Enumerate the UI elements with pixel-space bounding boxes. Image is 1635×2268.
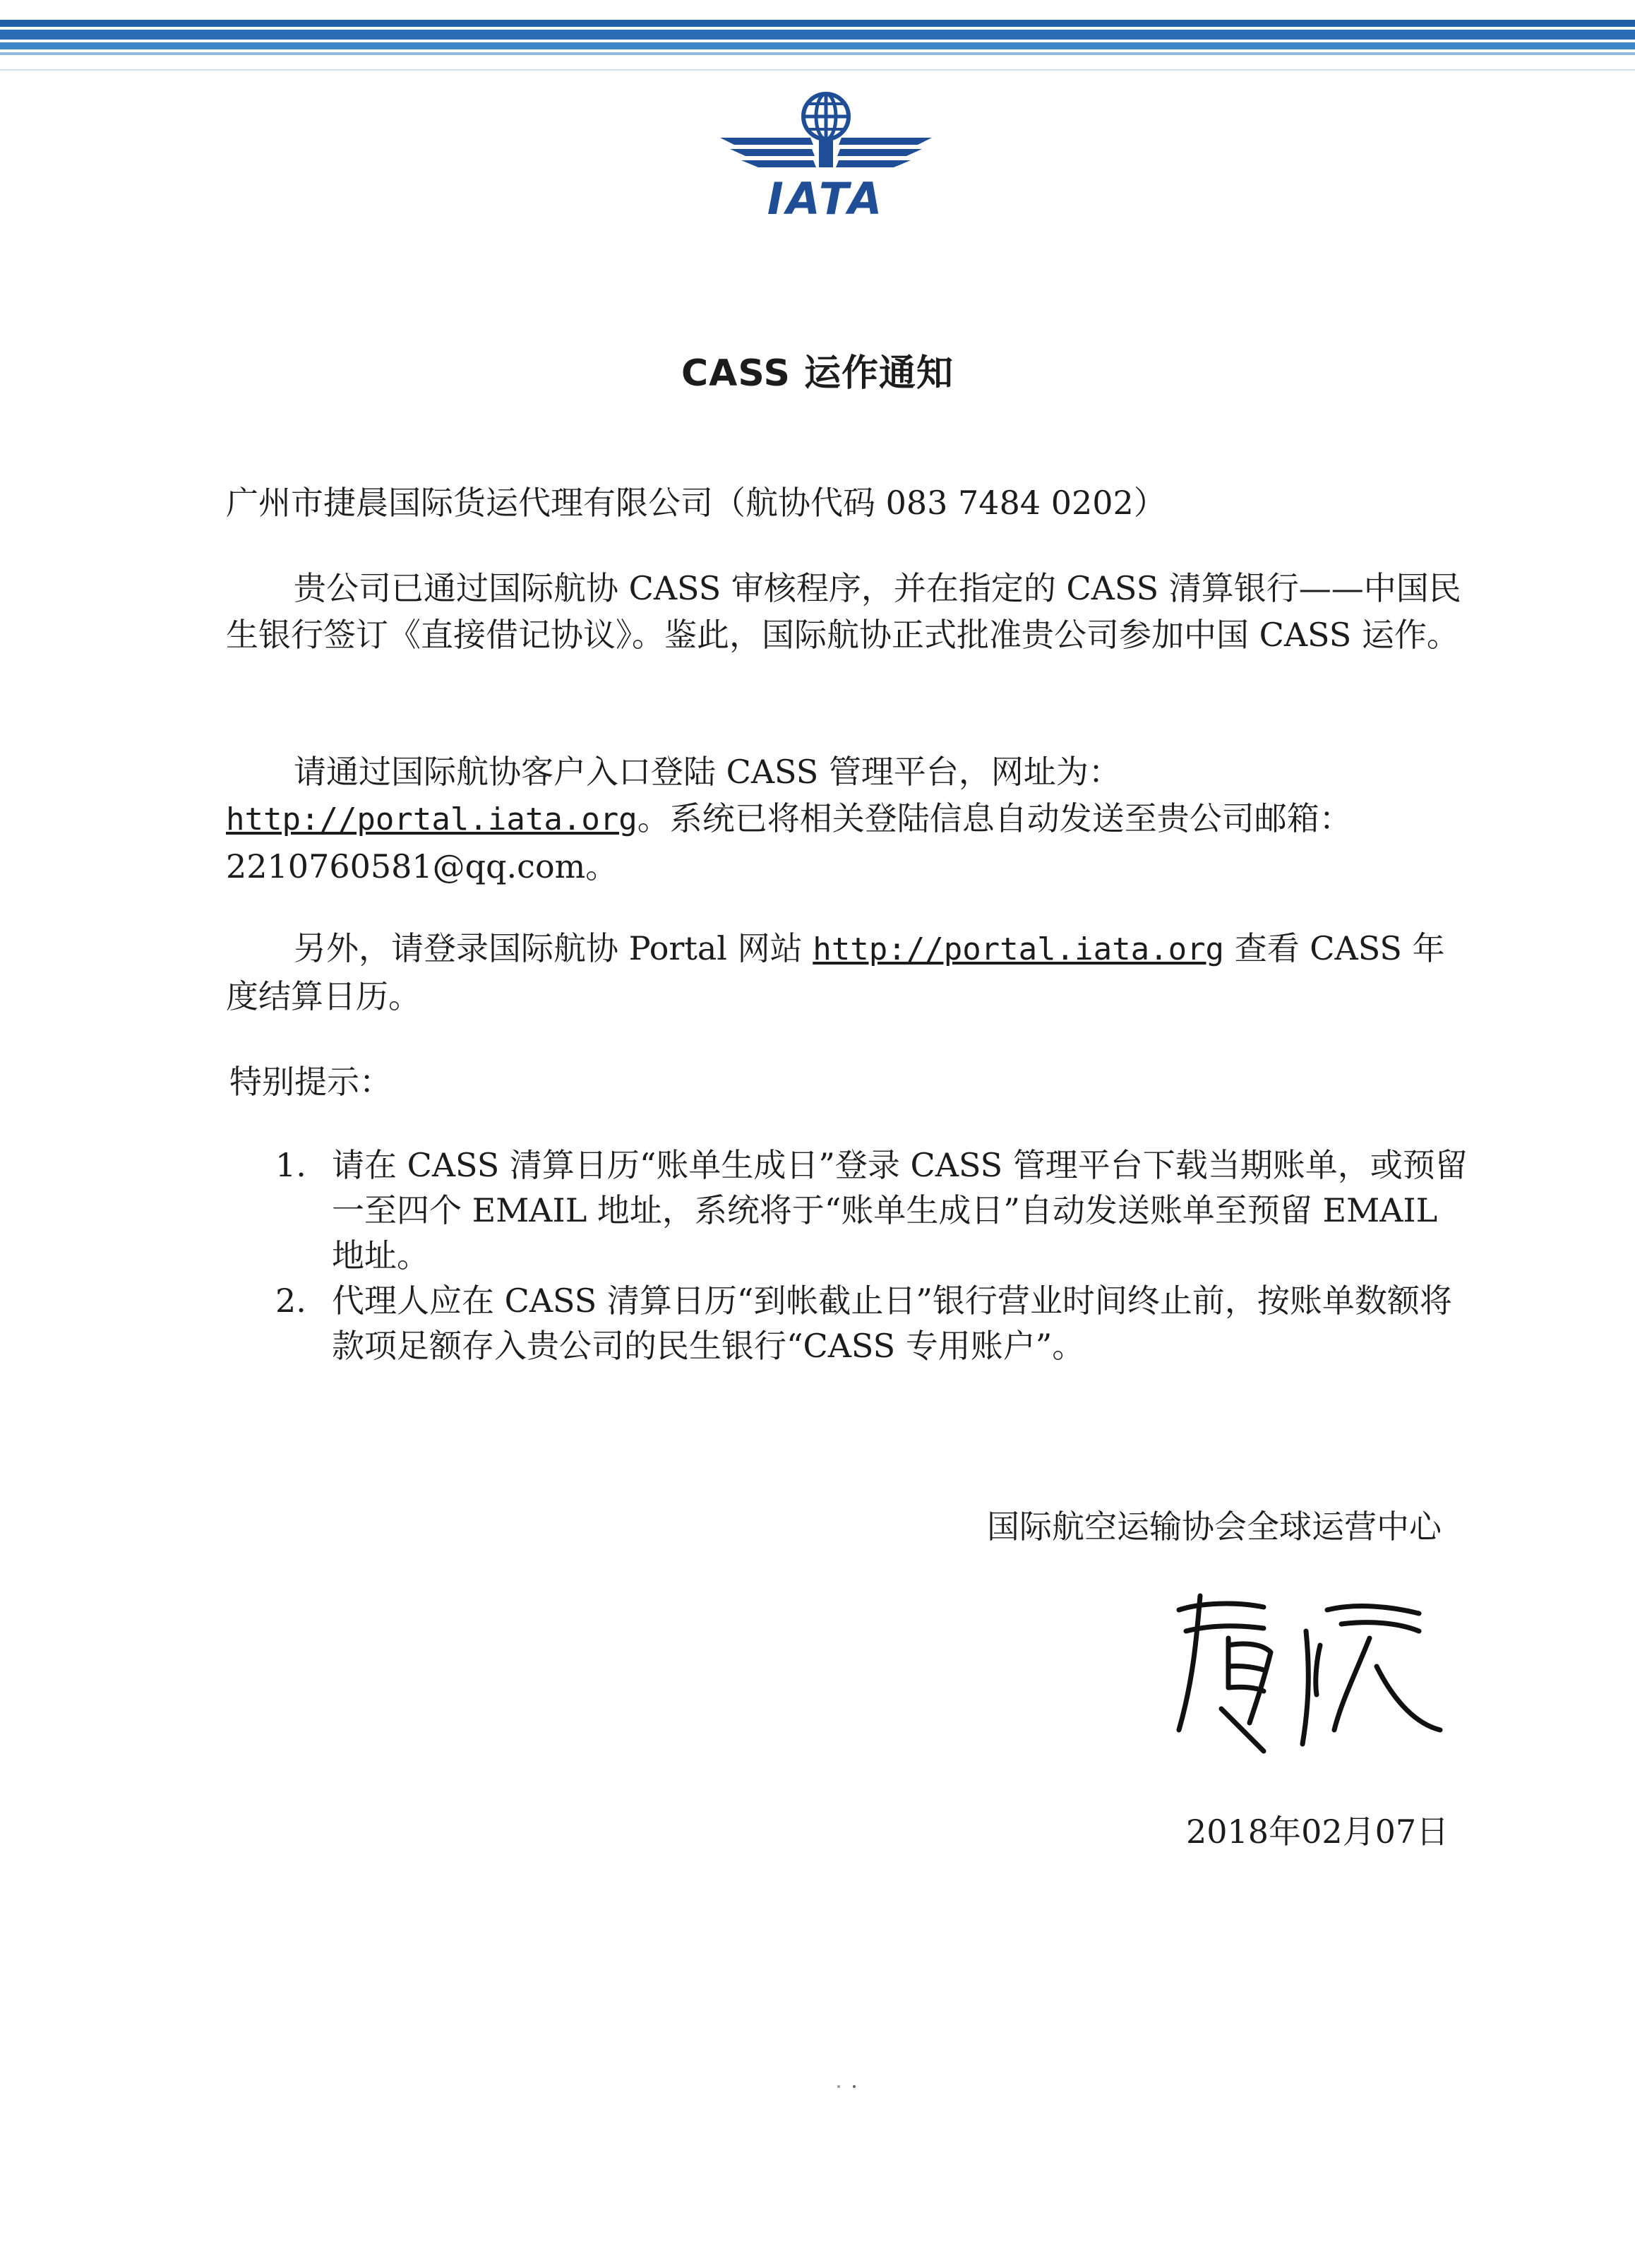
portal-link-calendar[interactable]: http://portal.iata.org — [813, 931, 1225, 967]
header-band-lower — [0, 42, 1635, 49]
header-band-middle — [0, 30, 1635, 40]
paragraph-calendar-text: 另外，请登录国际航协 Portal 网站 — [294, 929, 803, 967]
list-item-number: 2. — [275, 1282, 306, 1320]
header-band-top — [0, 20, 1635, 27]
paragraph-login-text: 请通过国际航协客户入口登陆 CASS 管理平台，网址为： — [294, 753, 1121, 791]
document-title: CASS 运作通知 — [681, 352, 954, 395]
notice-label: 特别提示： — [229, 1063, 392, 1101]
iata-logo — [720, 88, 932, 222]
paragraph-calendar-text-after: 查看 CASS 年度结算日历。 — [226, 929, 1445, 1015]
notice-list — [275, 1142, 1475, 1368]
header-rule — [0, 69, 1635, 71]
list-item — [275, 1278, 1475, 1368]
signing-date: 2018年02月07日 — [1186, 1813, 1449, 1851]
list-item-text: 请在 CASS 清算日历“账单生成日”登录 CASS 管理平台下载当期账单，或预留一至四个 EMAIL 地址，系统将于“账单生成日”自动发送账单至预留 EMAIL 地址。 — [332, 1146, 1468, 1275]
signing-organization: 国际航空运输协会全球运营中心 — [987, 1508, 1442, 1546]
paragraph-login — [226, 748, 1468, 890]
list-item — [275, 1142, 1475, 1278]
paragraph-calendar — [226, 925, 1468, 1020]
paragraph-approval-text: 贵公司已通过国际航协 CASS 审核程序，并在指定的 CASS 清算银行——中国民生银行签订《直接借记协议》。鉴此，国际航协正式批准贵公司参加中国 CASS 运作。 — [226, 569, 1461, 654]
scan-artifact — [833, 2083, 875, 2090]
paragraph-login-text-after: 。系统已将相关登陆信息自动发送至贵公司邮箱：2210760581@qq.com。 — [226, 799, 1352, 885]
header-band-thin — [0, 52, 1635, 55]
list-item-text: 代理人应在 CASS 清算日历“到帐截止日”银行营业时间终止前，按账单数额将款项足额存入贵公司的民生银行“CASS 专用账户”。 — [332, 1282, 1452, 1365]
handwritten-signature — [1158, 1582, 1454, 1765]
logo-text: IATA — [767, 173, 885, 222]
addressee: 广州市捷晨国际货运代理有限公司（航协代码 083 7484 0202） — [226, 484, 1166, 522]
list-item-number: 1. — [275, 1146, 306, 1184]
portal-link[interactable]: http://portal.iata.org — [226, 801, 637, 837]
paragraph-approval — [226, 565, 1468, 658]
